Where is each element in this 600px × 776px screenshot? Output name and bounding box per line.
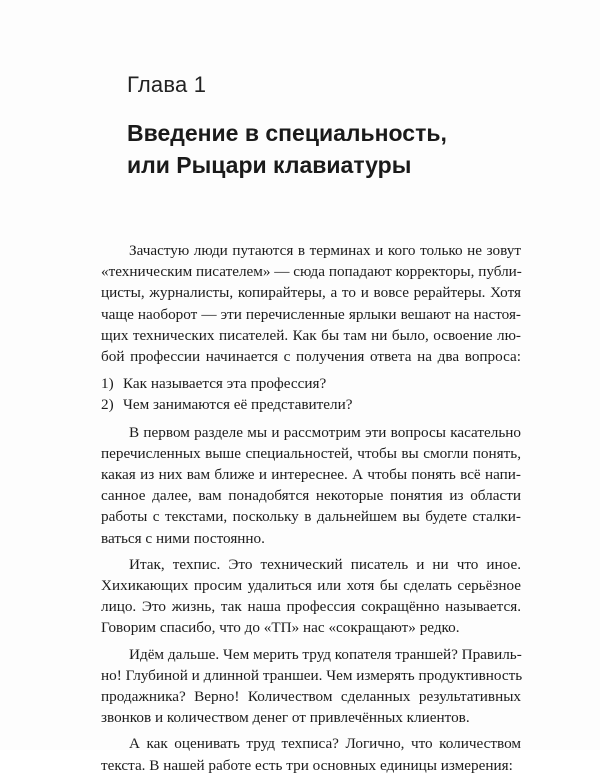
list-number: 1) — [101, 375, 114, 393]
text-line: лицо. Это жизнь, так наша профессия сокращённо называется. — [101, 598, 521, 616]
text-line: Итак, техпис. Это технический писатель и ни что иное. — [129, 555, 521, 573]
text-line: чаще наоборот — эти перечисленные ярлыки вешают на настоя- — [101, 305, 521, 323]
list-item — [101, 394, 521, 415]
list-number: 2) — [101, 396, 114, 414]
text-line: щих технических писателей. Как бы там ни было, освоение лю- — [101, 326, 521, 344]
list-text: Как называется эта профессия? — [123, 375, 327, 393]
text-line: цисты, журналисты, копирайтеры, а то и вовсе рерайтеры. Хотя — [101, 284, 521, 302]
text-line: «техническим писателем» — сюда попадают корректоры, публи- — [101, 263, 522, 281]
text-line: текста. В нашей работе есть три основных единицы измерения: — [101, 756, 513, 774]
body-text — [101, 240, 521, 776]
text-line: Идём дальше. Чем мерить труд копателя траншей? Правиль- — [129, 645, 522, 663]
paragraph-first-section — [101, 422, 521, 549]
text-line: какая из них вам ближе и интереснее. А чтобы понять всё напи- — [101, 466, 521, 484]
list-item — [101, 373, 521, 394]
paragraph-intro — [101, 240, 521, 367]
text-line: Говорим спасибо, что до «ТП» нас «сокращают» редко. — [101, 619, 460, 637]
text-line: бой профессии начинается с получения ответа на два вопроса: — [101, 348, 521, 366]
text-line: перечисленных выше специальностей, чтобы вы смогли понять, — [101, 444, 521, 462]
text-line: но! Глубиной и длинной траншеи. Чем измерять продуктивность — [101, 666, 523, 684]
text-line: ваться с ними постоянно. — [101, 529, 265, 547]
paragraph-evaluate — [101, 733, 521, 775]
paragraph-techpis — [101, 554, 521, 639]
text-line: продажника? Верно! Количеством сделанных результативных — [101, 688, 521, 706]
question-list — [101, 373, 521, 415]
text-line: работы с текстами, поскольку в дальнейшем вы будете сталки- — [101, 508, 521, 526]
paragraph-measure — [101, 644, 521, 729]
text-line: В первом разделе мы и рассмотрим эти вопросы касательно — [129, 423, 521, 441]
chapter-title-line: или Рыцари клавиатуры — [127, 152, 412, 178]
chapter-title-line: Введение в специальность, — [127, 120, 447, 146]
text-line: звонков и количеством денег от привлечённых клиентов. — [101, 709, 470, 727]
text-line: санное далее, вам понадобятся некоторые понятия из области — [101, 487, 521, 505]
text-line: Зачастую люди путаются в терминах и кого только не зовут — [129, 242, 521, 259]
list-text: Чем занимаются её представители? — [123, 396, 353, 414]
chapter-label: Глава 1 — [127, 72, 207, 97]
chapter-title — [127, 117, 547, 181]
text-line: А как оценивать труд техписа? Логично, что количеством — [129, 735, 521, 753]
text-line: Хихикающих просим удалиться или хотя бы сделать серьёзное — [101, 577, 521, 595]
